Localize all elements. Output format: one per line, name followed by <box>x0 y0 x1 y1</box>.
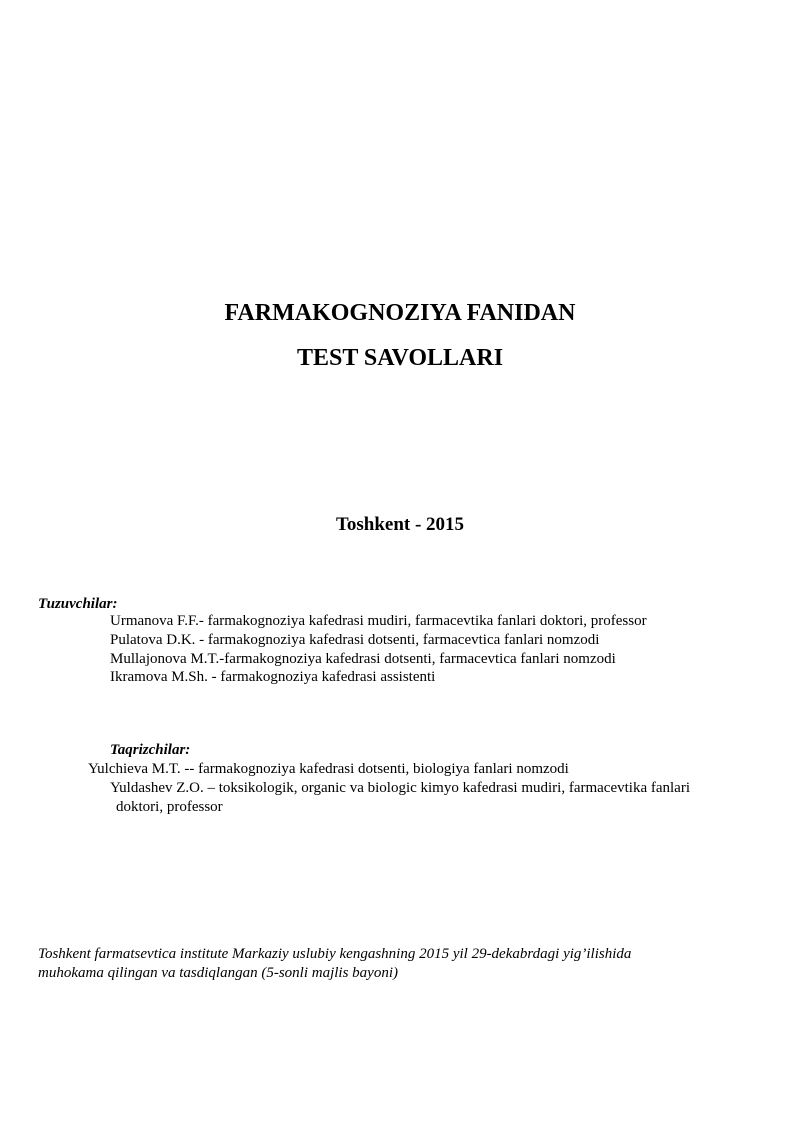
reviewers-label: Taqrizchilar: <box>110 742 191 758</box>
reviewer-line: Yuldashev Z.O. – toksikologik, organic va biologic kimyo kafedrasi mudiri, farmacevtika fanlari <box>110 780 690 796</box>
reviewer-line: Yulchieva M.T. -- farmakognoziya kafedrasi dotsenti, biologiya fanlari nomzodi <box>88 761 569 777</box>
title-line-1: FARMAKOGNOZIYA FANIDAN <box>224 300 576 326</box>
place-year: Toshkent - 2015 <box>335 514 465 535</box>
author-line: Pulatova D.K. - farmakognoziya kafedrasi dotsenti, farmacevtica fanlari nomzodi <box>110 632 600 648</box>
authors-label: Tuzuvchilar: <box>38 596 118 612</box>
approval-note-line-2: muhokama qilingan va tasdiqlangan (5-sonli majlis bayoni) <box>38 965 398 981</box>
reviewer-line-continuation: doktori, professor <box>116 799 223 815</box>
author-line: Ikramova M.Sh. - farmakognoziya kafedrasi assistenti <box>110 669 436 685</box>
author-line: Mullajonova M.T.-farmakognoziya kafedrasi dotsenti, farmacevtica fanlari nomzodi <box>110 651 616 667</box>
author-line: Urmanova F.F.- farmakognoziya kafedrasi mudiri, farmacevtika fanlari doktori, professor <box>110 613 647 629</box>
approval-note-line-1: Toshkent farmatsevtica institute Markaziy uslubiy kengashning 2015 yil 29-dekabrdagi yig’ilishida <box>38 946 632 962</box>
title-line-2: TEST SAVOLLARI <box>296 345 504 371</box>
